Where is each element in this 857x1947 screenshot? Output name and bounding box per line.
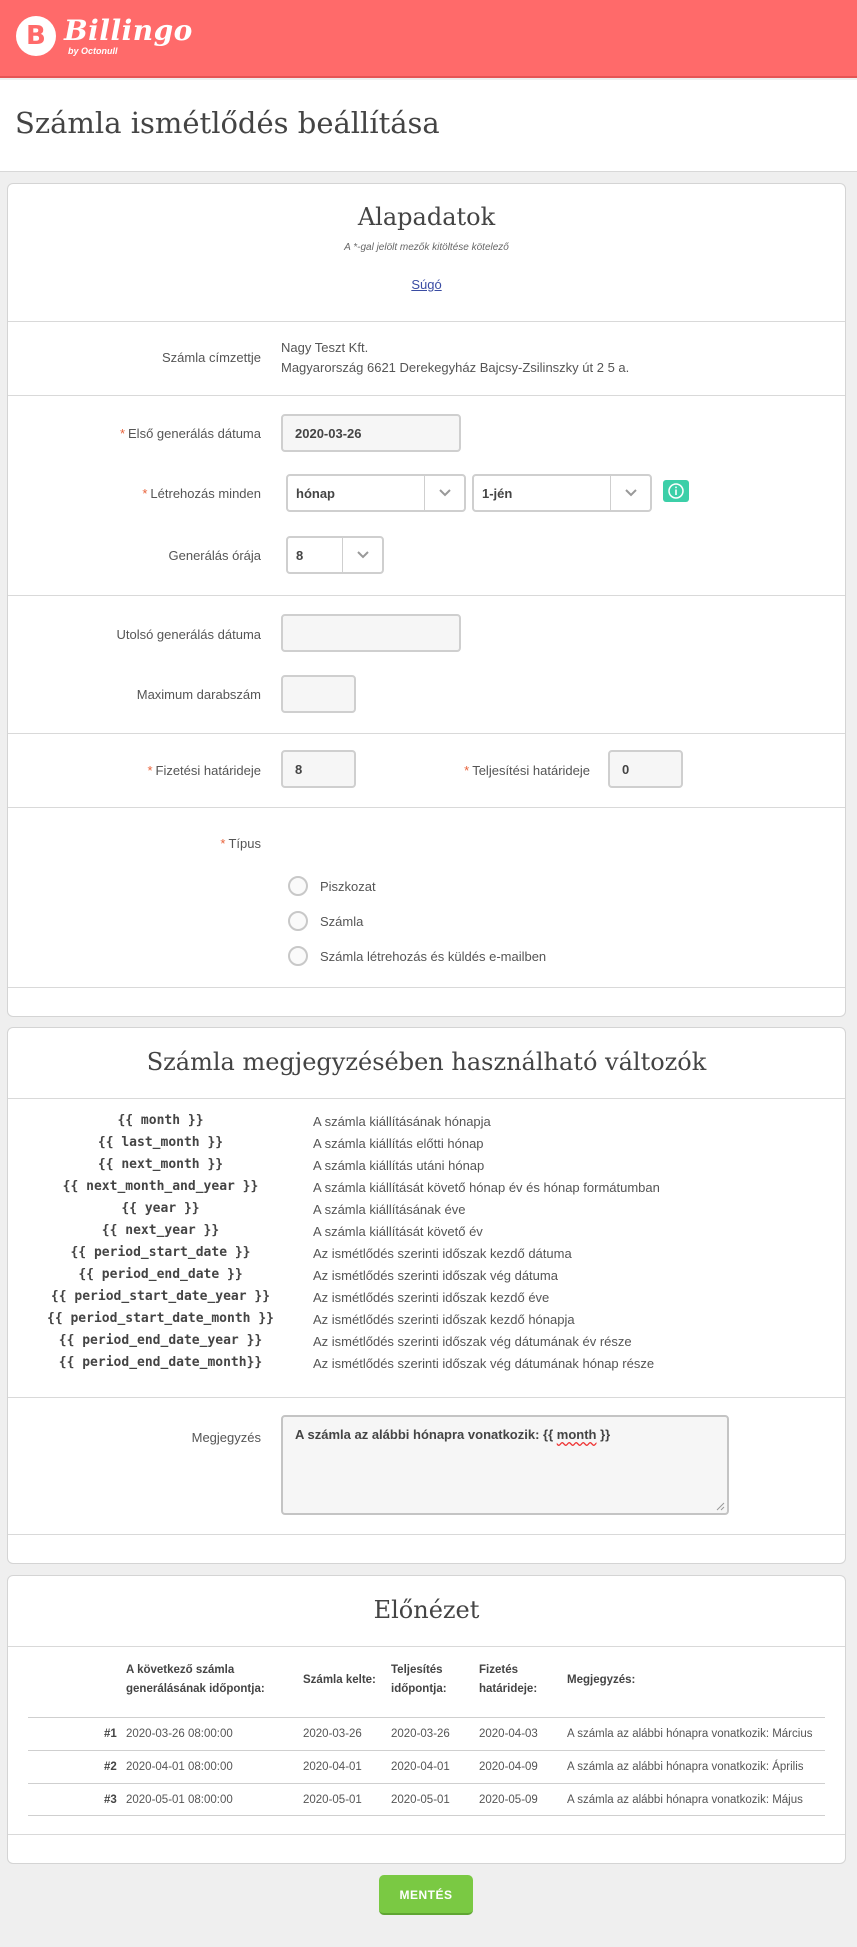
max-count-input[interactable] <box>281 675 356 713</box>
chevron-down-icon <box>439 489 451 497</box>
chevron-down-icon <box>357 551 369 559</box>
variable-row <box>8 1156 845 1176</box>
row-generation-time: 2020-04-01 08:00:00 <box>126 1761 233 1773</box>
payment-deadline-label: * Fizetési határideje <box>147 763 261 778</box>
variable-row <box>8 1266 845 1286</box>
variable-row <box>8 1112 845 1132</box>
type-option-invoice-email[interactable] <box>288 945 546 967</box>
variable-row <box>8 1310 845 1330</box>
repeat-unit-value: hónap <box>296 486 335 501</box>
preview-header <box>8 1576 845 1647</box>
variable-name: {{ period_start_date_year }} <box>50 1289 271 1304</box>
row-generation-time: 2020-03-26 08:00:00 <box>126 1728 233 1740</box>
chevron-down-icon <box>625 489 637 497</box>
row-number: #3 <box>104 1794 117 1806</box>
limit-section <box>8 596 845 734</box>
table-row <box>28 1783 825 1816</box>
header-issue-date: Számla kelte: <box>303 1674 376 1686</box>
variable-desc: Az ismétlődés szerinti időszak vég dátumának hónap része <box>313 1356 655 1371</box>
recipient-address: Magyarország 6621 Derekegyház Bajcsy-Zsilinszky út 2 5 a. <box>281 360 630 375</box>
note-section <box>8 1398 845 1535</box>
variable-name: {{ month }} <box>117 1113 204 1128</box>
row-note: A számla az alábbi hónapra vonatkozik: Április <box>567 1761 804 1773</box>
title-bar <box>0 80 857 172</box>
variable-desc: Az ismétlődés szerinti időszak kezdő hónapja <box>313 1312 575 1327</box>
note-label: Megjegyzés <box>191 1430 261 1445</box>
recipient-name: Nagy Teszt Kft. <box>281 340 369 355</box>
variables-title: Számla megjegyzésében használható változók <box>146 1048 707 1076</box>
variable-row <box>8 1332 845 1352</box>
variable-desc: A számla kiállítását követő év <box>313 1224 483 1239</box>
recipient-label: Számla címzettje <box>162 350 261 365</box>
basic-data-header <box>8 184 845 322</box>
repeat-label: * Létrehozás minden <box>142 486 261 501</box>
repeat-day-value: 1-jén <box>482 486 513 501</box>
variable-desc: Az ismétlődés szerinti időszak vég dátuma <box>313 1268 558 1283</box>
type-option-invoice[interactable] <box>288 910 363 932</box>
brand-name: Billingo <box>64 13 193 47</box>
help-link[interactable]: Súgó <box>411 277 442 292</box>
row-number: #2 <box>104 1761 117 1773</box>
variable-desc: Az ismétlődés szerinti időszak vég dátumának év része <box>313 1334 632 1349</box>
variable-desc: A számla kiállítás előtti hónap <box>313 1136 484 1151</box>
type-option-draft[interactable] <box>288 875 376 897</box>
variable-name: {{ period_start_date }} <box>70 1245 251 1260</box>
radio-invoice[interactable] <box>288 911 308 931</box>
type-label: * Típus <box>220 836 261 851</box>
repeat-unit-select[interactable] <box>286 474 466 512</box>
row-fulfillment-date: 2020-04-01 <box>391 1761 450 1773</box>
variable-row <box>8 1288 845 1308</box>
variable-name: {{ next_year }} <box>101 1223 220 1238</box>
variable-name: {{ period_start_date_month }} <box>47 1311 274 1326</box>
header-payment-deadline: Fizetés határideje: <box>479 1664 538 1695</box>
hour-value: 8 <box>296 548 304 563</box>
preview-table-section <box>8 1647 845 1835</box>
info-icon <box>668 483 684 499</box>
variable-row <box>8 1178 845 1198</box>
payment-deadline-input[interactable]: 8 <box>281 750 356 788</box>
billingo-logo-icon: B <box>16 16 56 56</box>
preview-title: Előnézet <box>373 1596 480 1624</box>
header-note: Megjegyzés: <box>567 1674 636 1686</box>
preview-panel <box>7 1575 846 1864</box>
variable-row <box>8 1244 845 1264</box>
type-section <box>8 808 845 988</box>
variables-header <box>8 1028 845 1099</box>
row-issue-date: 2020-05-01 <box>303 1794 362 1806</box>
hour-select[interactable] <box>286 536 384 574</box>
row-payment-deadline: 2020-05-09 <box>479 1794 538 1806</box>
required-note: A *-gal jelölt mezők kitöltése kötelező <box>344 242 509 253</box>
variable-row <box>8 1222 845 1242</box>
header-fulfillment-date: Teljesítés időpontja: <box>391 1664 447 1695</box>
variable-desc: Az ismétlődés szerinti időszak kezdő dátuma <box>313 1246 572 1261</box>
first-date-label: * Első generálás dátuma <box>119 426 261 441</box>
variable-row <box>8 1134 845 1154</box>
note-textarea[interactable]: A számla az alábbi hónapra vonatkozik: {{ month }} <box>281 1415 729 1515</box>
resize-handle-icon[interactable] <box>716 1502 725 1511</box>
fulfillment-deadline-label: * Teljesítési határideje <box>464 763 590 778</box>
row-issue-date: 2020-04-01 <box>303 1761 362 1773</box>
basic-data-panel <box>7 183 846 1017</box>
variables-panel <box>7 1027 846 1564</box>
variables-list <box>8 1099 845 1398</box>
repeat-day-select[interactable] <box>472 474 652 512</box>
last-date-label: Utolsó generálás dátuma <box>116 627 261 642</box>
billingo-logo[interactable] <box>16 13 193 56</box>
type-option-label: Számla <box>320 913 364 929</box>
save-button[interactable]: MENTÉS <box>379 1875 473 1915</box>
variable-desc: A számla kiállítását követő hónap év és hónap formátumban <box>313 1180 660 1195</box>
variable-name: {{ next_month_and_year }} <box>62 1179 259 1194</box>
basic-data-title: Alapadatok <box>357 203 496 231</box>
info-button[interactable] <box>663 480 689 502</box>
row-note: A számla az alábbi hónapra vonatkozik: Március <box>567 1728 813 1740</box>
brand-subtitle: by Octonull <box>68 45 118 56</box>
variable-name: {{ last_month }} <box>97 1135 224 1150</box>
max-count-label: Maximum darabszám <box>136 687 261 702</box>
variable-desc: A számla kiállításának éve <box>313 1202 466 1217</box>
fulfillment-deadline-input[interactable]: 0 <box>608 750 683 788</box>
variable-name: {{ period_end_date }} <box>78 1267 243 1282</box>
row-number: #1 <box>104 1728 117 1740</box>
row-fulfillment-date: 2020-03-26 <box>391 1728 450 1740</box>
variable-name: {{ period_end_date_month}} <box>58 1355 263 1370</box>
variable-row <box>8 1200 845 1220</box>
table-row <box>28 1750 825 1783</box>
first-date-input[interactable]: 2020-03-26 <box>281 414 461 452</box>
radio-draft[interactable] <box>288 876 308 896</box>
row-note: A számla az alábbi hónapra vonatkozik: Május <box>567 1794 803 1806</box>
row-fulfillment-date: 2020-05-01 <box>391 1794 450 1806</box>
table-row <box>28 1717 825 1750</box>
hour-label: Generálás órája <box>168 548 261 563</box>
variable-desc: A számla kiállításának hónapja <box>313 1114 491 1129</box>
generation-section <box>8 396 845 596</box>
row-payment-deadline: 2020-04-03 <box>479 1728 538 1740</box>
variable-name: {{ year }} <box>121 1201 200 1216</box>
variable-desc: A számla kiállítás utáni hónap <box>313 1158 485 1173</box>
recipient-section <box>8 322 845 396</box>
variable-row <box>8 1354 845 1374</box>
row-generation-time: 2020-05-01 08:00:00 <box>126 1794 233 1806</box>
row-issue-date: 2020-03-26 <box>303 1728 362 1740</box>
page-title: Számla ismétlődés beállítása <box>15 106 440 140</box>
last-date-input[interactable] <box>281 614 461 652</box>
header-next-generation: A következő számla generálásának időpontja: <box>126 1664 265 1695</box>
variable-desc: Az ismétlődés szerinti időszak kezdő éve <box>313 1290 550 1305</box>
type-option-label: Számla létrehozás és küldés e-mailben <box>320 948 547 964</box>
row-payment-deadline: 2020-04-09 <box>479 1761 538 1773</box>
variable-name: {{ next_month }} <box>97 1157 224 1172</box>
top-bar <box>0 0 857 78</box>
variable-name: {{ period_end_date_year }} <box>58 1333 263 1348</box>
deadline-section <box>8 734 845 808</box>
radio-invoice-email[interactable] <box>288 946 308 966</box>
type-option-label: Piszkozat <box>320 878 376 894</box>
